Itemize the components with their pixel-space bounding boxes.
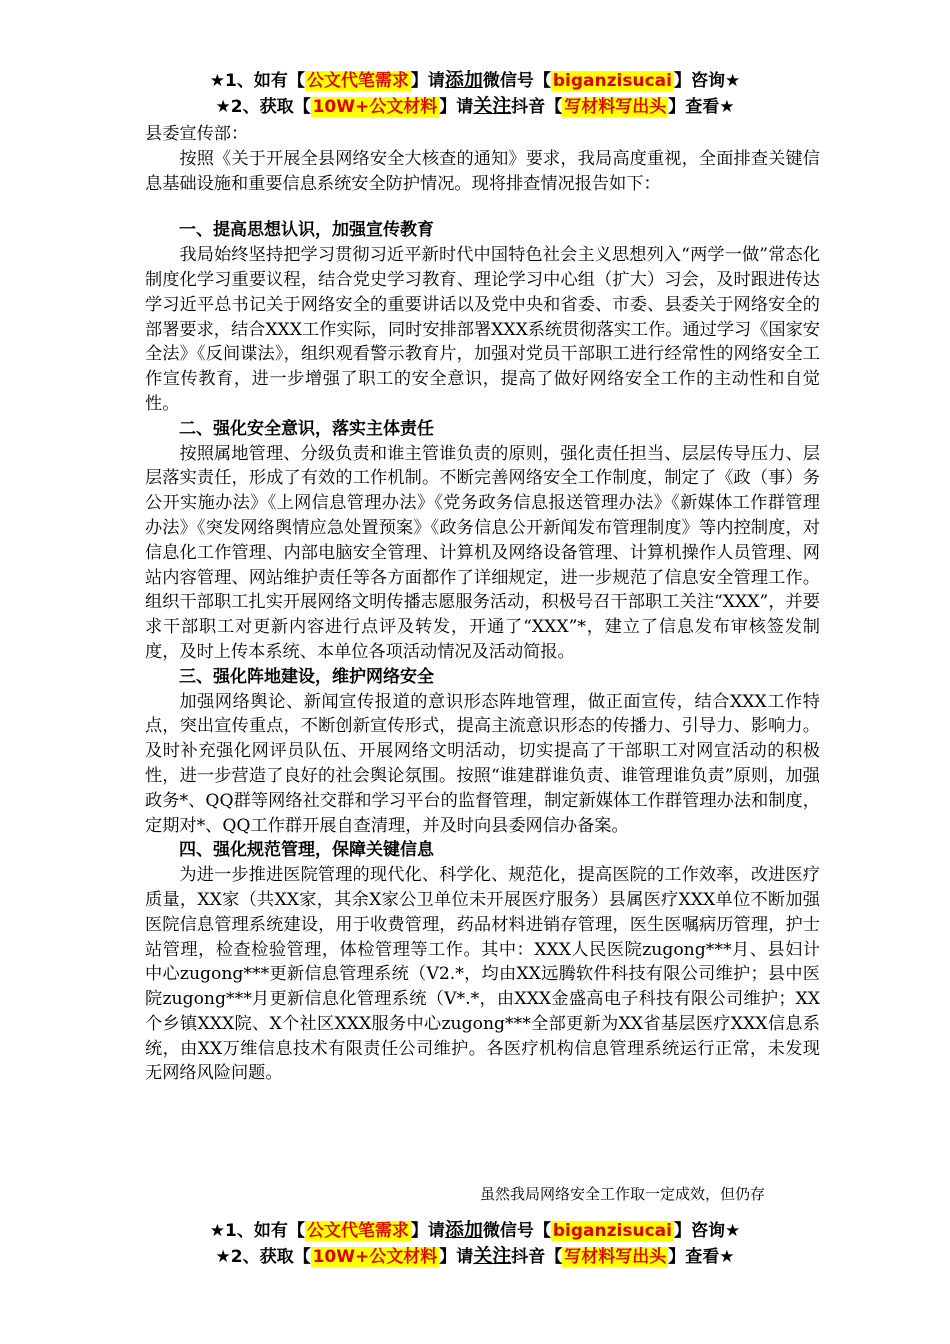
douyin-id: 写材料写出头 xyxy=(564,1247,667,1267)
top-banner-line-1: ★1、如有【 公文代笔需求 】请添加微信号【 biganzisucai 】咨询★ xyxy=(209,69,741,91)
section-paragraph-3: 加强网络舆论、新闻宣传报道的意识形态阵地管理，做正面宣传，结合XXX工作特点，突出宣传重点，不断创新宣传形式，提高主流意识形态的传播力、引导力、影响力。及时补充强化网评员队伍、开展网络文明活动，切实提高了干部职工对网宣活动的积极性，进一步营造了良好的社会舆论氛围。按照“谁建群谁负责、谁管理谁负责”原则，加强政务*、QQ群等网络社交群和学习平台的监督管理，制定新媒体工作群管理办法和制度，定期对*、QQ工作群开展自查清理，并及时向县委网信办备案。 xyxy=(145,691,820,836)
highlight-materials: 10W+公文材料 xyxy=(312,1247,438,1267)
wechat-id: biganzisucai xyxy=(552,1221,672,1241)
star-icon: ★ xyxy=(215,1247,231,1267)
wechat-id: biganzisucai xyxy=(552,71,672,91)
document-body xyxy=(145,122,820,1086)
section-heading-1: 一、提高思想认识，加强宣传教育 xyxy=(179,220,434,241)
section-paragraph-2: 按照属地管理、分级负责和谁主管谁负责的原则，强化责任担当、层层传导压力、层层落实责任，形成了有效的工作机制。不断完善网络安全工作制度，制定了《政（事）务公开实施办法》《上网信息管理办法》《党务政务信息报送管理办法》《新媒体工作群管理办法》《突发网络舆情应急处置预案》《政务信息公开新闻发布管理制度》等内控制度，对信息化工作管理、内部电脑安全管理、计算机及网络设备管理、计算机操作人员管理、网站内容管理、网站维护责任等各方面都作了详细规定，进一步规范了信息安全管理工作。组织干部职工扎实开展网络文明传播志愿服务活动，积极号召干部职工关注“XXX”，并要求干部职工对更新内容进行点评及转发，开通了“XXX”*，建立了信息发布审核签发制度，及时上传本系统、本单位各项活动情况及活动简报。 xyxy=(145,443,820,662)
star-icon: ★ xyxy=(215,97,231,117)
top-banner-line-2: ★2、获取【 10W+公文材料 】请关注抖音【 写材料写出头 】查看★ xyxy=(215,95,735,117)
section-paragraph-1: 我局始终坚持把学习贯彻习近平新时代中国特色社会主义思想列入“两学一做”常态化制度化学习重要议程，结合党史学习教育、理论学习中心组（扩大）习会，及时跟进传达学习近平总书记关于网络安全的重要讲话以及党中央和省委、市委、县委关于网络安全的部署要求，结合XXX工作实际，同时安排部署XXX系统贯彻落实工作。通过学习《国家安全法》《反间谍法》，组织观看警示教育片，加强对党员干部职工进行经常性的网络安全工作宣传教育，进一步增强了职工的安全意识，提高了做好网络安全工作的主动性和自觉性。 xyxy=(145,245,820,414)
bottom-banner-line-2: ★2、获取【 10W+公文材料 】请关注抖音【 写材料写出头 】查看★ xyxy=(215,1245,735,1267)
section-heading-3: 三、强化阵地建设，维护网络安全 xyxy=(179,666,434,687)
section-heading-4: 四、强化规范管理，保障关键信息 xyxy=(179,840,434,861)
section-heading-2: 二、强化安全意识，落实主体责任 xyxy=(179,418,434,439)
section-paragraph-4: 为进一步推进医院管理的现代化、科学化、规范化，提高医院的工作效率，改进医疗质量，XX家（共XX家，其余X家公卫单位未开展医疗服务）县属医疗XXX单位不断加强医院信息管理系统建设，用于收费管理，药品材料进销存管理，医生医嘱病历管理，护士站管理，检查检验管理，体检管理等工作。其中：XXX人民医院zugong***月、县妇计中心zugong***更新信息管理系统（V2.*，均由XX远腾软件科技有限公司维护；县中医院zugong***月更新信息化管理系统（V*.*，由XXX金盛高电子科技有限公司维护；XX个乡镇XXX院、X个社区XXX服务中心zugong***全部更新为XX省基层医疗XXX信息系统，由XX万维信息技术有限责任公司维护。各医疗机构信息管理系统运行正常，未发现无网络风险问题。 xyxy=(145,865,820,1084)
douyin-id: 写材料写出头 xyxy=(564,97,667,117)
star-icon: ★ xyxy=(209,71,226,91)
salutation: 县委宣传部： xyxy=(145,124,249,144)
continuation-text: 虽然我局网络安全工作取一定成效，但仍存 xyxy=(480,1185,766,1203)
star-icon: ★ xyxy=(209,1221,226,1241)
highlight-service: 公文代笔需求 xyxy=(306,71,409,91)
intro-paragraph: 按照《关于开展全县网络安全大核查的通知》要求，我局高度重视，全面排查关键信息基础设施和重要信息系统安全防护情况。现将排查情况报告如下： xyxy=(145,148,820,194)
highlight-service: 公文代笔需求 xyxy=(306,1221,409,1241)
bottom-banner-line-1: ★1、如有【 公文代笔需求 】请添加微信号【 biganzisucai 】咨询★ xyxy=(209,1219,741,1241)
highlight-materials: 10W+公文材料 xyxy=(312,97,438,117)
